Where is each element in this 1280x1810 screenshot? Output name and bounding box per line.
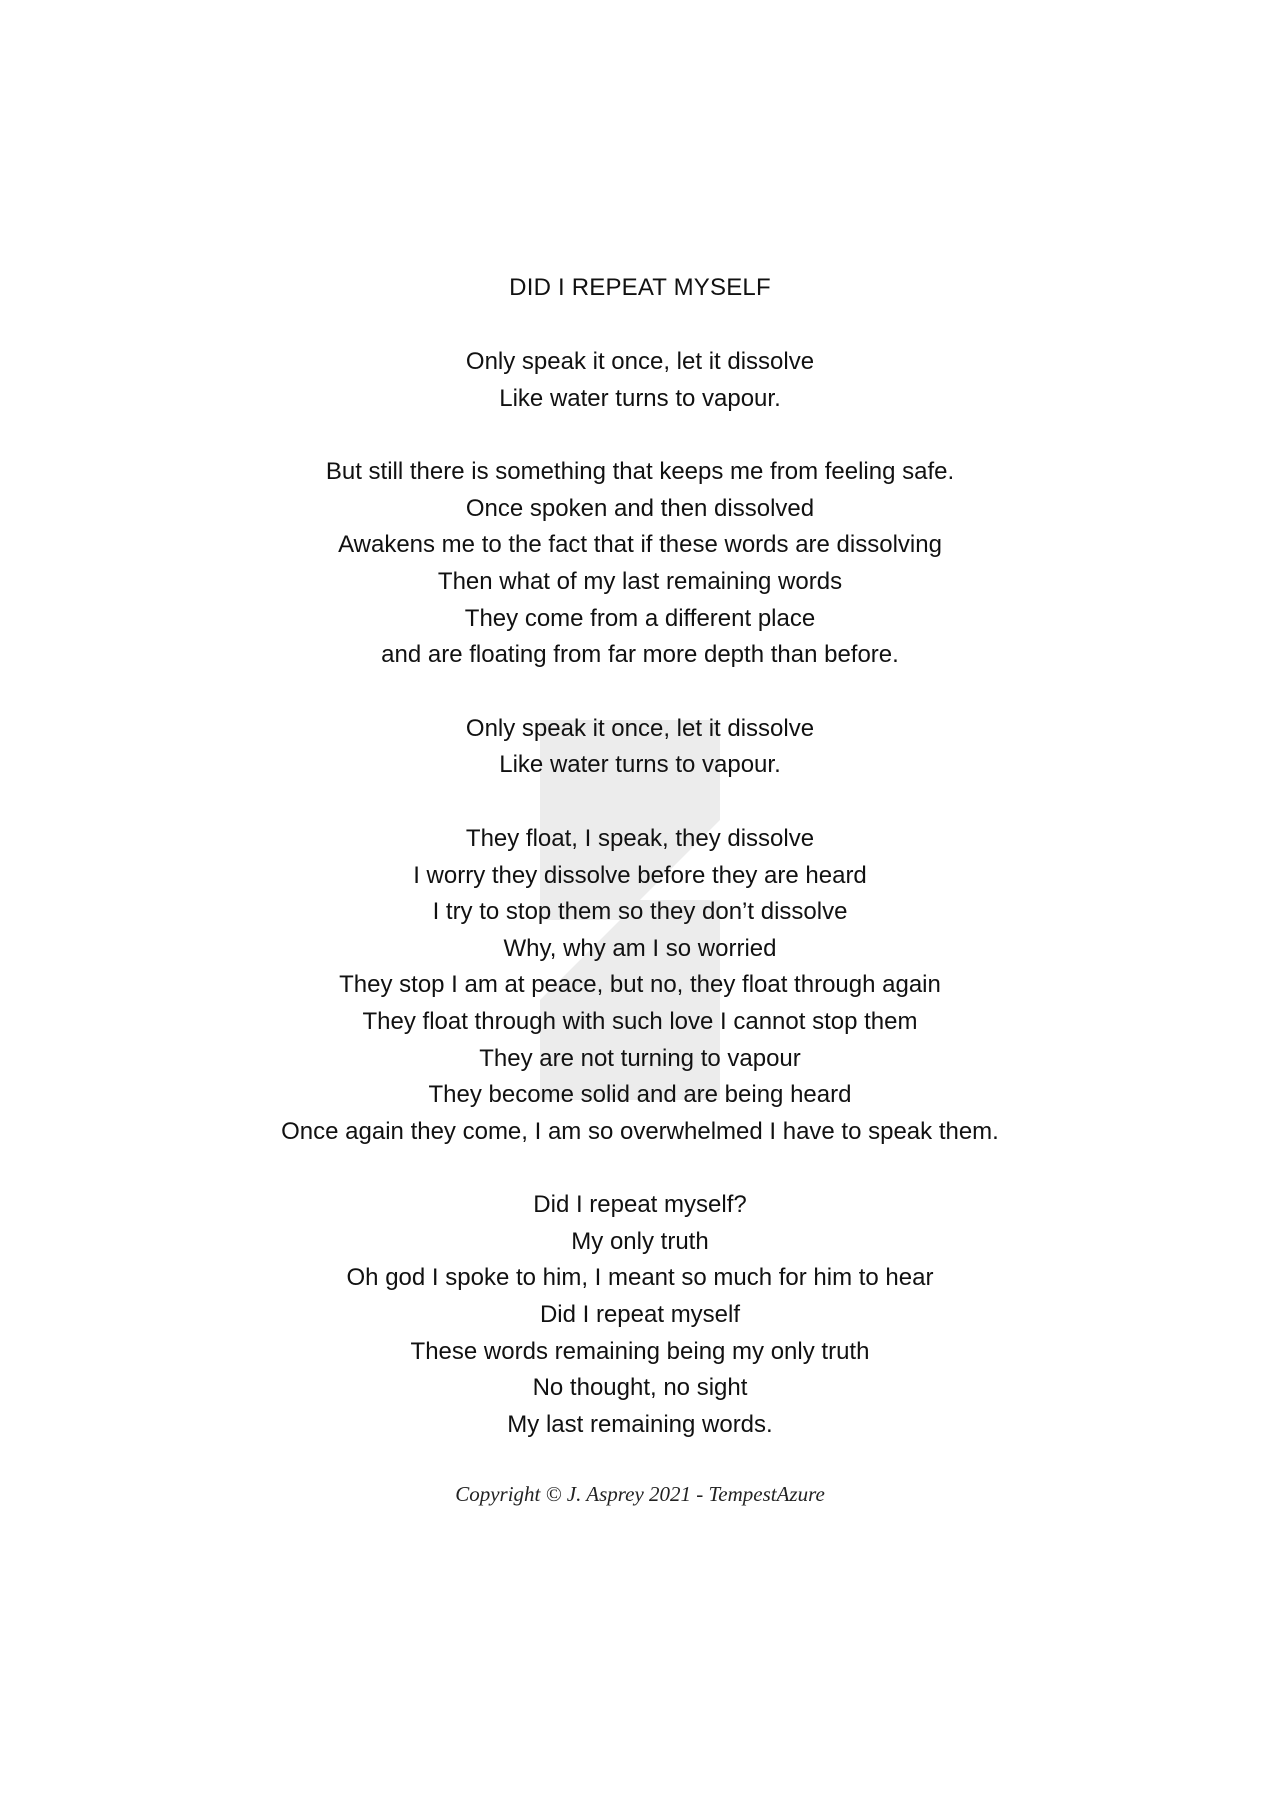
poem-line: Like water turns to vapour. (499, 384, 781, 412)
poem-line: They stop I am at peace, but no, they float through again (339, 971, 941, 999)
poem-line: and are floating from far more depth than before. (381, 641, 899, 669)
poem-line: Did I repeat myself? (533, 1191, 747, 1219)
stanza-5 (0, 1187, 1280, 1443)
poem-line: These words remaining being my only truth (410, 1337, 870, 1365)
poem-line: Oh god I spoke to him, I meant so much for him to hear (346, 1264, 934, 1292)
poem (0, 270, 1280, 1480)
poem-line: Then what of my last remaining words (437, 567, 843, 595)
poem-line: Only speak it once, let it dissolve (465, 348, 815, 375)
poem-line: My last remaining words. (507, 1410, 773, 1438)
stanza-2 (0, 454, 1280, 674)
poem-line: Why, why am I so worried (503, 934, 777, 962)
poem-line: I try to stop them so they don’t dissolve (432, 898, 848, 926)
poem-line: Awakens me to the fact that if these words are dissolving (338, 531, 942, 559)
poem-line: They float through with such love I cannot stop them (362, 1007, 918, 1035)
poem-line: I worry they dissolve before they are heard (413, 861, 867, 889)
poem-line: They are not turning to vapour (479, 1044, 801, 1072)
poem-line: They become solid and are being heard (428, 1081, 852, 1109)
poem-line: But still there is something that keeps me from feeling safe. (325, 458, 955, 486)
poem-line: Only speak it once, let it dissolve (465, 714, 815, 742)
poem-line: Like water turns to vapour. (499, 751, 781, 779)
poem-line: No thought, no sight (532, 1374, 748, 1402)
stanza-4 (0, 821, 1280, 1150)
poem-line: Once again they come, I am so overwhelmed I have to speak them. (281, 1117, 999, 1145)
poem-line: Once spoken and then dissolved (465, 494, 815, 522)
poem-line: Did I repeat myself (539, 1301, 741, 1329)
poem-title: DID I REPEAT MYSELF (509, 274, 771, 301)
stanza-3 (0, 711, 1280, 784)
poem-line: They come from a different place (464, 604, 816, 632)
stanza-1 (0, 344, 1280, 417)
poem-line: They float, I speak, they dissolve (465, 824, 815, 852)
copyright-notice: Copyright © J. Asprey 2021 - TempestAzure (455, 1482, 825, 1506)
poem-line: My only truth (571, 1227, 709, 1255)
